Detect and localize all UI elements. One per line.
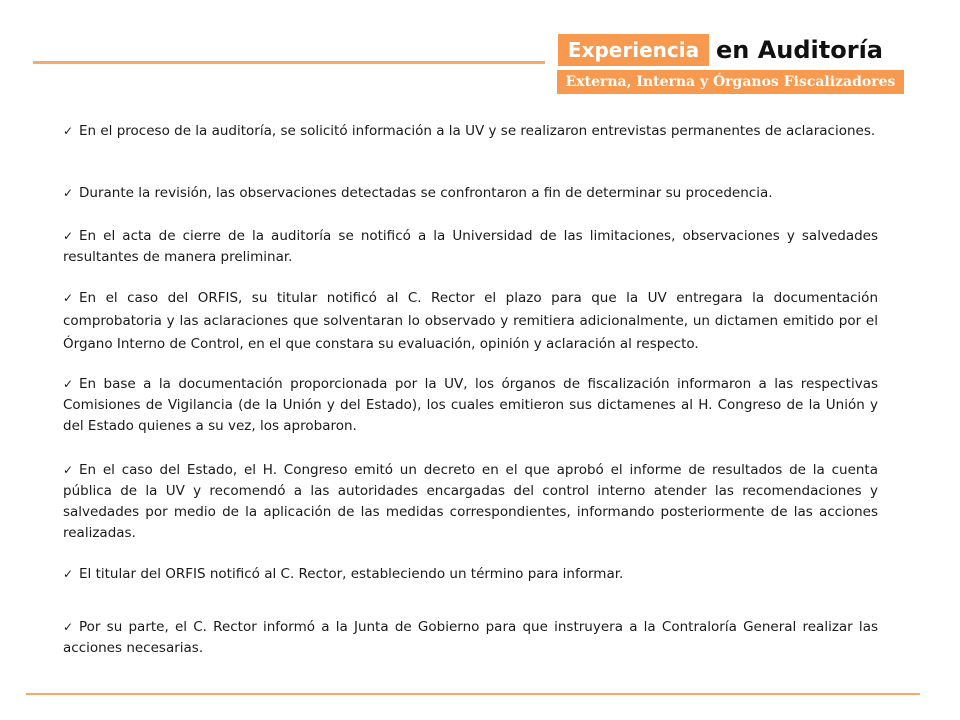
bullet-text: El titular del ORFIS notificó al C. Rector, estableciendo un término para informar. (79, 566, 624, 582)
check-icon: ✓ (63, 124, 74, 138)
page-title: en Auditoría (716, 36, 884, 64)
bullet-text: En el caso del Estado, el H. Congreso emitó un decreto en el que aprobó el informe de resultados de la cuenta pública de la UV y recomendó a las autoridades encargadas del control interno atender las recomendaciones y salvedades por medio de la aplicación de las medidas correspondientes, informando posteriormente de las acciones realizadas. (63, 462, 878, 541)
bullet-item (63, 460, 878, 544)
bullet-text: En base a la documentación proporcionada por la UV, los órganos de fiscalización informaron a las respectivas Comisiones de Vigilancia (de la Unión y del Estado), los cuales emitieron sus dictamenes al H. Congreso de la Unión y del Estado quienes a su vez, los aprobaron. (63, 376, 878, 434)
bullet-item (63, 226, 878, 268)
bullet-item (63, 617, 878, 659)
bullet-item (63, 121, 878, 142)
check-icon: ✓ (63, 186, 74, 200)
check-icon: ✓ (63, 567, 74, 581)
bullet-item (63, 183, 878, 204)
footer-rule (26, 693, 920, 695)
check-icon: ✓ (63, 291, 74, 305)
check-icon: ✓ (63, 377, 74, 391)
bullet-item (63, 374, 878, 437)
check-icon: ✓ (63, 463, 74, 477)
bullet-text: Por su parte, el C. Rector informó a la Junta de Gobierno para que instruyera a la Contraloría General realizar las acciones necesarias. (63, 619, 878, 656)
header-rule (33, 61, 545, 64)
bullet-item (63, 564, 878, 585)
check-icon: ✓ (63, 620, 74, 634)
bullet-text: En el acta de cierre de la auditoría se notificó a la Universidad de las limitaciones, observaciones y salvedades resultantes de manera preliminar. (63, 228, 878, 265)
bullet-text: En el caso del ORFIS, su titular notificó al C. Rector el plazo para que la UV entregara la documentación comprobatoria y las aclaraciones que solventaran lo observado y remitiera adicionalmente, un dictamen emitido por el Órgano Interno de Control, en el que constara su evaluación, opinión y aclaración al respecto. (63, 290, 878, 352)
title-highlight: Experiencia (558, 34, 709, 66)
bullet-item (63, 287, 878, 356)
page-subtitle: Externa, Interna y Órganos Fiscalizadores (557, 70, 904, 94)
bullet-text: En el proceso de la auditoría, se solicitó información a la UV y se realizaron entrevistas permanentes de aclaraciones. (79, 123, 876, 139)
bullet-text: Durante la revisión, las observaciones detectadas se confrontaron a fin de determinar su procedencia. (79, 185, 773, 201)
check-icon: ✓ (63, 229, 74, 243)
